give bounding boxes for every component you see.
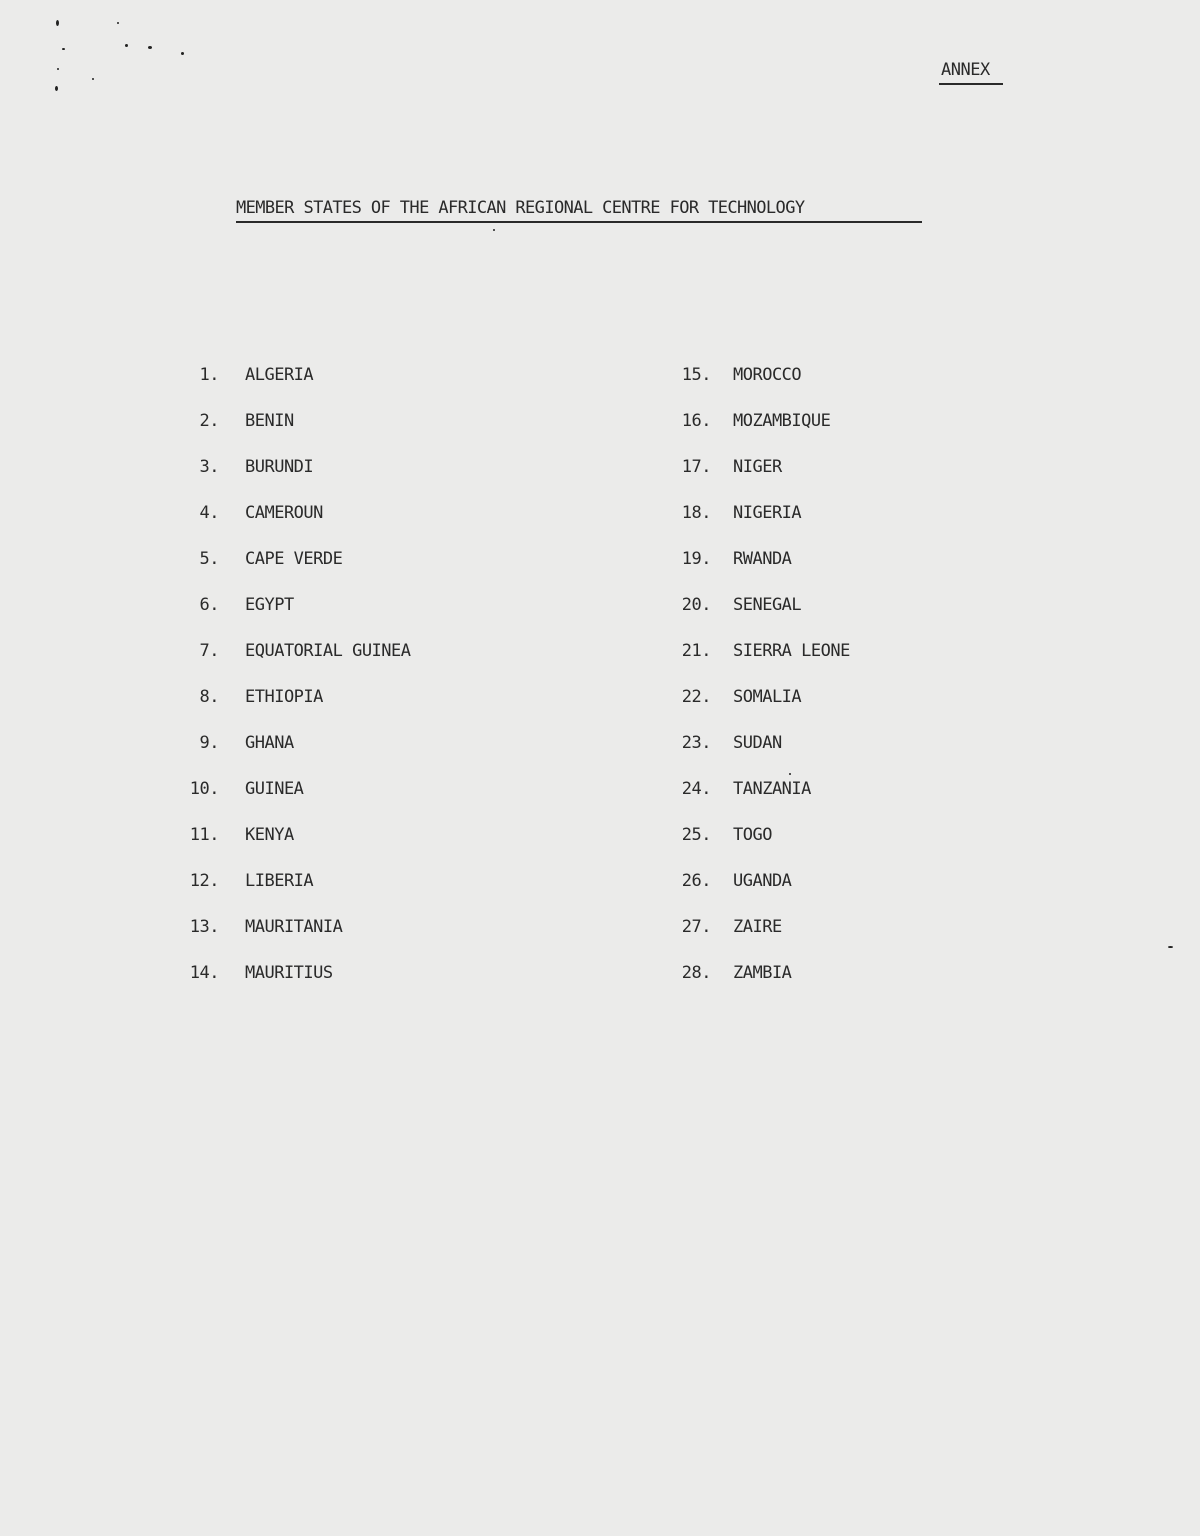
item-number: 12. [189,871,219,891]
list-item [189,457,411,503]
list-item [189,687,411,733]
item-number: 19. [681,549,711,569]
scan-speck [62,48,65,50]
item-number: 6. [199,595,219,615]
scan-speck [125,44,128,47]
item-number: 5. [199,549,219,569]
member-list-right [675,365,850,1009]
list-item [189,963,411,1009]
item-name: GUINEA [245,779,304,799]
annex-underline [939,83,1003,85]
list-item [189,733,411,779]
item-number: 15. [681,365,711,385]
item-number: 9. [199,733,219,753]
list-item [675,733,850,779]
list-item [189,503,411,549]
item-number: 13. [189,917,219,937]
list-item [675,365,850,411]
scan-speck [55,86,58,91]
item-number: 18. [681,503,711,523]
list-item [675,549,850,595]
item-name: UGANDA [733,871,792,891]
list-item [675,503,850,549]
list-item [675,411,850,457]
item-name: NIGERIA [733,503,802,523]
item-name: ALGERIA [245,365,314,385]
item-name: CAPE VERDE [245,549,343,569]
item-number: 20. [681,595,711,615]
annex-label: ANNEX [941,60,990,80]
item-number: 11. [189,825,219,845]
list-item [189,641,411,687]
list-item [189,595,411,641]
item-number: 3. [199,457,219,477]
list-item [675,825,850,871]
item-number: 16. [681,411,711,431]
item-number: 27. [681,917,711,937]
list-item [189,365,411,411]
scan-speck [1168,946,1173,948]
list-item [189,825,411,871]
list-item [675,917,850,963]
item-name: SUDAN [733,733,782,753]
list-item [189,917,411,963]
item-name: MOZAMBIQUE [733,411,831,431]
item-name: SENEGAL [733,595,802,615]
item-name: RWANDA [733,549,792,569]
item-name: EQUATORIAL GUINEA [245,641,411,661]
item-name: CAMEROUN [245,503,323,523]
item-number: 24. [681,779,711,799]
item-number: 2. [199,411,219,431]
list-item [675,595,850,641]
item-name: NIGER [733,457,782,477]
item-name: LIBERIA [245,871,314,891]
item-name: MAURITANIA [245,917,343,937]
item-number: 25. [681,825,711,845]
scan-speck [56,20,59,26]
item-number: 22. [681,687,711,707]
item-name: ETHIOPIA [245,687,323,707]
item-number: 4. [199,503,219,523]
item-number: 8. [199,687,219,707]
list-item [189,411,411,457]
item-number: 21. [681,641,711,661]
list-item [675,871,850,917]
list-item [189,779,411,825]
item-number: 17. [681,457,711,477]
item-number: 28. [681,963,711,983]
item-name: TANZANIA [733,779,811,799]
scan-speck [493,229,495,231]
scan-speck [117,22,119,24]
item-number: 23. [681,733,711,753]
item-number: 14. [189,963,219,983]
item-name: SIERRA LEONE [733,641,850,661]
item-name: GHANA [245,733,294,753]
list-item [675,687,850,733]
item-name: EGYPT [245,595,294,615]
item-name: ZAMBIA [733,963,792,983]
item-number: 10. [189,779,219,799]
item-name: KENYA [245,825,294,845]
list-item [675,641,850,687]
member-list-left [189,365,411,1009]
list-item [675,963,850,1009]
list-item [675,779,850,825]
scan-speck [92,78,94,80]
item-name: BURUNDI [245,457,314,477]
scan-speck [57,68,59,70]
scan-speck [181,52,184,55]
item-name: MAURITIUS [245,963,333,983]
item-name: SOMALIA [733,687,802,707]
item-number: 1. [199,365,219,385]
title-underline [236,221,922,223]
list-item [189,871,411,917]
page-title: MEMBER STATES OF THE AFRICAN REGIONAL CENTRE FOR TECHNOLOGY [236,198,805,218]
item-name: TOGO [733,825,772,845]
list-item [675,457,850,503]
item-name: BENIN [245,411,294,431]
item-number: 26. [681,871,711,891]
list-item [189,549,411,595]
item-number: 7. [199,641,219,661]
item-name: ZAIRE [733,917,782,937]
scan-speck [148,46,152,49]
item-name: MOROCCO [733,365,802,385]
